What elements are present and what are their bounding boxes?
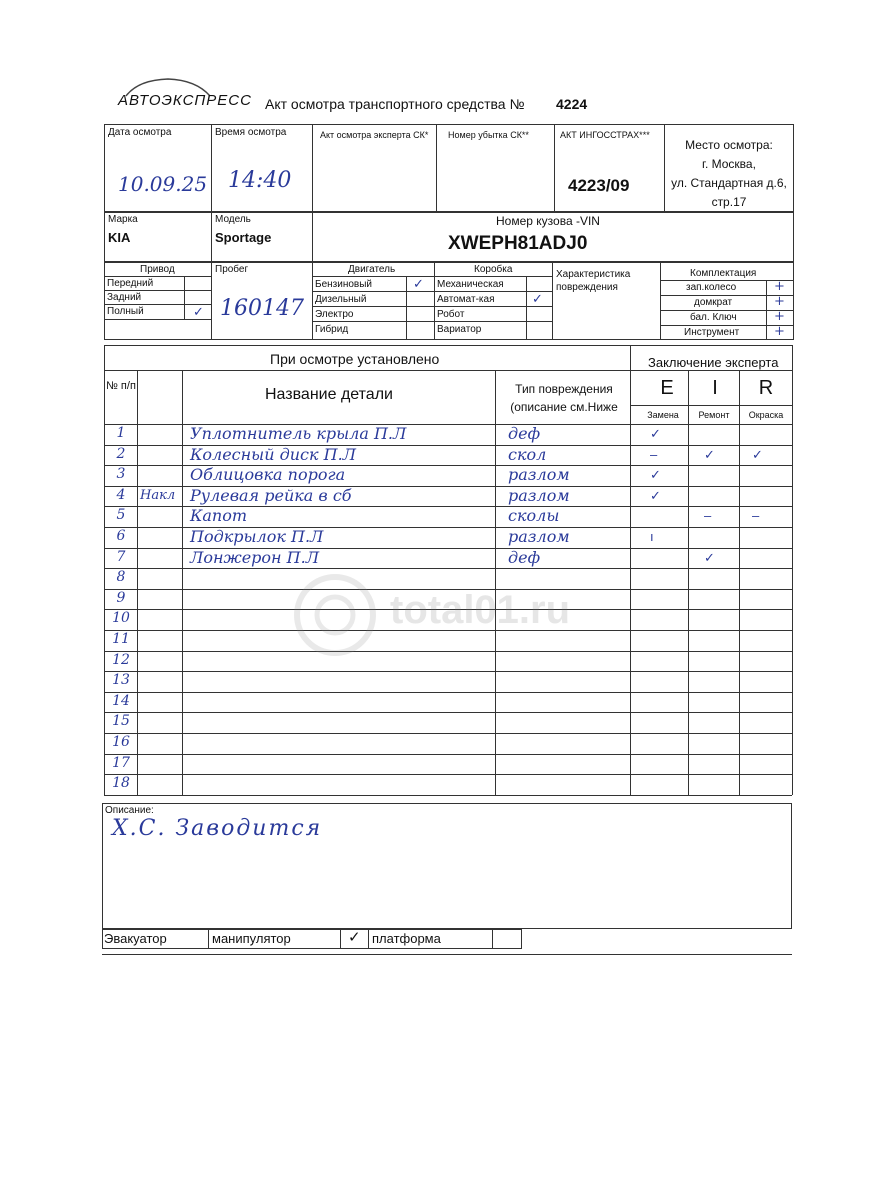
row-number: 6 (116, 528, 126, 544)
row-number: 7 (116, 548, 126, 565)
row-number: 3 (116, 466, 126, 483)
place-city: г. Москва, (702, 157, 756, 171)
row-number: 5 (116, 507, 126, 524)
loss-number-label: Номер убытка СК** (448, 130, 529, 140)
row-part-name: Колесный диск П.Л (190, 444, 357, 464)
engine-hybrid: Гибрид (315, 324, 349, 335)
description-text: Х.С. Заводится (112, 816, 323, 841)
gearbox-manual: Механическая (437, 279, 504, 290)
grid-line (182, 370, 183, 795)
findings-title: При осмотре установлено (270, 351, 440, 367)
equipment-jack: домкрат (694, 297, 733, 308)
grid-line (104, 795, 792, 796)
grid-line (104, 733, 792, 734)
date-value: 10.09.25 (118, 172, 208, 196)
model-value: Sportage (215, 230, 272, 245)
row-e-mark: ✓ (650, 487, 661, 503)
ingosstrakh-act-value: 4223/09 (568, 176, 630, 195)
gearbox-variator: Вариатор (437, 324, 482, 335)
row-e-mark: – (650, 446, 658, 462)
drive-rear: Задний (107, 292, 142, 303)
row-number: 13 (112, 672, 130, 689)
vin-value: XWEPH81ADJ0 (448, 233, 588, 254)
watermark (290, 570, 610, 660)
grid-line (688, 370, 689, 795)
drive-label: Привод (140, 264, 175, 275)
time-label: Время осмотра (215, 127, 287, 138)
row-damage-type: деф (508, 424, 541, 443)
equipment-jack-mark: + (774, 294, 785, 309)
equipment-label: Комплектация (690, 268, 757, 279)
engine-label: Двигатель (348, 264, 396, 275)
row-e-mark: ✓ (650, 467, 661, 483)
equipment-tools: Инструмент (684, 327, 740, 338)
row-i-mark: – (704, 508, 712, 524)
col-part-header: Название детали (265, 386, 393, 403)
description-label: Описание: (105, 805, 154, 816)
row-number: 15 (112, 713, 130, 730)
engine-petrol: Бензиновый (315, 279, 372, 290)
engine-petrol-check-icon: ✓ (413, 276, 424, 291)
col-i-subheader: Ремонт (698, 410, 730, 420)
equipment-spare-wheel: зап.колесо (686, 282, 737, 293)
equipment-spare-mark: + (774, 279, 785, 294)
grid-line (137, 370, 138, 795)
engine-electro: Электро (315, 309, 354, 320)
row-number: 9 (116, 589, 126, 606)
equipment-tools-mark: + (774, 324, 785, 339)
row-part-name: Облицовка порога (190, 465, 346, 485)
row-part-name: Лонжерон П.Л (190, 547, 320, 567)
row-r-mark: ✓ (752, 446, 763, 462)
grid-line (104, 712, 792, 713)
col-r-header: R (758, 377, 774, 399)
evacuator-label: Эвакуатор (104, 931, 167, 946)
row-e-mark: ✓ (650, 426, 661, 441)
row-damage-type: деф (508, 547, 541, 567)
row-r-mark: – (752, 508, 760, 524)
time-value: 14:40 (228, 168, 292, 193)
row-damage-type: разлом (508, 465, 570, 485)
row-part-name: Уплотнитель крыла П.Л (190, 424, 407, 443)
drive-front: Передний (107, 278, 154, 289)
row-number: 16 (112, 734, 130, 750)
row-number: 12 (112, 651, 130, 668)
gearbox-automatic-check-icon: ✓ (532, 291, 543, 306)
col-i-header: I (712, 377, 718, 399)
gearbox-robot: Робот (437, 309, 465, 320)
row-number: 4 (116, 486, 126, 503)
watermark-text: total01.ru (390, 588, 571, 632)
evacuator-platform: платформа (372, 931, 441, 946)
brand-label: Марка (108, 214, 138, 225)
grid-line (104, 774, 792, 775)
brand-value: KIA (108, 230, 131, 245)
row-extra-note: Накл (140, 487, 176, 503)
col-damage-header: Тип повреждения (описание см.Ниже (510, 382, 618, 414)
grid-line (104, 345, 792, 346)
col-r-subheader: Окраска (748, 410, 784, 420)
col-e-subheader: Замена (647, 410, 679, 420)
grid-line (792, 345, 793, 795)
grid-line (104, 754, 792, 755)
col-e-header: E (660, 377, 674, 399)
mileage-value: 160147 (220, 296, 304, 321)
row-number: 10 (112, 610, 130, 627)
grid-line (630, 345, 631, 370)
row-number: 2 (116, 445, 126, 462)
grid-line (630, 405, 792, 406)
gearbox-automatic: Автомат-кая (437, 294, 495, 305)
grid-line (739, 370, 740, 795)
grid-line (104, 345, 105, 795)
evacuator-manipulator: манипулятор (212, 931, 291, 946)
grid-line (630, 370, 631, 795)
equipment-wrench-mark: + (774, 309, 785, 324)
row-part-name: Капот (190, 506, 248, 526)
conclusion-title: Заключение эксперта (648, 355, 779, 370)
place-street: ул. Стандартная д.6, (671, 176, 787, 190)
mileage-label: Пробег (215, 264, 249, 275)
row-damage-type: скол (508, 444, 547, 464)
drive-full: Полный (107, 306, 144, 317)
col-number-header: № п/п (106, 380, 136, 392)
row-number: 1 (116, 425, 126, 441)
row-part-name: Рулевая рейка в сб (190, 485, 352, 505)
date-label: Дата осмотра (108, 127, 172, 138)
gearbox-label: Коробка (474, 264, 513, 275)
row-damage-type: сколы (508, 506, 560, 526)
row-damage-type: разлом (508, 527, 570, 546)
evacuator-check-icon: ✓ (348, 929, 361, 946)
row-i-mark: ✓ (704, 549, 715, 565)
document-title: Акт осмотра транспортного средства № (265, 96, 525, 112)
company-logo: АВТОЭКСПРЕСС (118, 92, 252, 109)
row-number: 14 (112, 692, 130, 709)
row-number: 17 (112, 754, 130, 771)
grid-line (104, 671, 792, 672)
row-damage-type: разлом (508, 485, 570, 505)
drive-full-check-icon: ✓ (193, 304, 204, 319)
row-number: 11 (112, 631, 130, 647)
place-label: Место осмотра: (685, 138, 773, 152)
equipment-wrench: бал. Ключ (690, 312, 737, 323)
model-label: Модель (215, 214, 251, 225)
damage-characteristic-label: Характеристика повреждения (556, 269, 631, 293)
row-part-name: Подкрылок П.Л (190, 527, 324, 546)
vin-label: Номер кузова -VIN (496, 214, 600, 228)
row-number: 8 (116, 569, 126, 586)
document-number: 4224 (556, 96, 588, 112)
row-number: 18 (112, 775, 130, 792)
expert-act-label: Акт осмотра эксперта СК* (320, 130, 429, 140)
row-i-mark: ✓ (704, 446, 715, 462)
engine-diesel: Дизельный (315, 294, 367, 305)
grid-line (104, 692, 792, 693)
ingosstrakh-act-label: АКТ ИНГОССТРАХ*** (560, 130, 650, 140)
row-e-mark: ı (650, 529, 654, 544)
place-building: стр.17 (711, 195, 747, 209)
